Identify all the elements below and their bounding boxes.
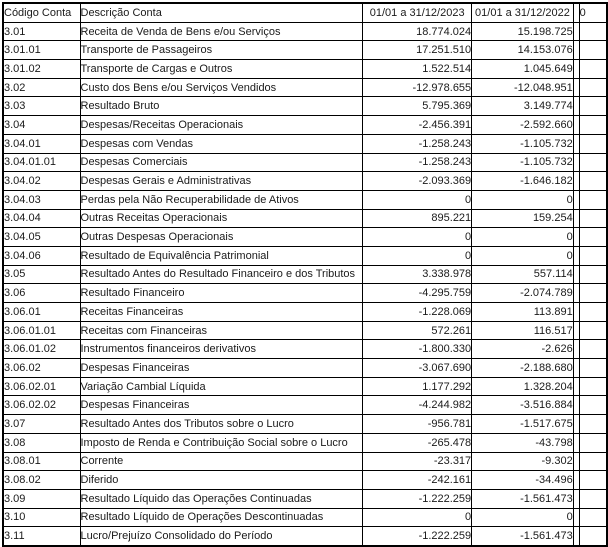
description-cell: Perdas pela Não Recuperabilidade de Ativos [80,190,363,209]
value-2023-cell: 18.774.024 [363,22,472,41]
code-cell: 3.04.02 [3,172,80,191]
value-2022-cell: -1.561.473 [472,489,574,508]
col-header-descricao-conta: Descrição Conta [80,3,363,22]
description-cell: Outras Receitas Operacionais [80,209,363,228]
value-2022-cell: -9.302 [472,452,574,471]
description-cell: Transporte de Cargas e Outros [80,60,363,79]
value-2022-cell: -2.626 [472,340,574,359]
description-cell: Resultado Financeiro [80,284,363,303]
table-row [3,78,607,97]
value-2023-cell: 0 [363,190,472,209]
code-cell: 3.06.02.01 [3,377,80,396]
code-cell: 3.01.01 [3,41,80,60]
value-2022-cell: -1.646.182 [472,172,574,191]
description-cell: Resultado Líquido das Operações Continuadas [80,489,363,508]
clipped-cell [579,303,607,322]
clipped-cell [579,78,607,97]
code-cell: 3.02 [3,78,80,97]
clipped-cell [579,228,607,247]
value-2022-cell: -2.074.789 [472,284,574,303]
clipped-cell [579,60,607,79]
table-row [3,209,607,228]
value-2023-cell: -1.222.259 [363,527,472,546]
clipped-cell [579,527,607,546]
table-row [3,246,607,265]
value-2023-cell: -1.800.330 [363,340,472,359]
table-row [3,452,607,471]
value-2023-cell: -23.317 [363,452,472,471]
value-2023-cell: -1.258.243 [363,134,472,153]
description-cell: Despesas Gerais e Administrativas [80,172,363,191]
code-cell: 3.06.01.02 [3,340,80,359]
clipped-cell [579,396,607,415]
value-2022-cell: 1.328.204 [472,377,574,396]
value-2022-cell: -2.592.660 [472,116,574,135]
value-2023-cell: -242.161 [363,471,472,490]
code-cell: 3.08 [3,433,80,452]
description-cell: Outras Despesas Operacionais [80,228,363,247]
table-row [3,153,607,172]
value-2023-cell: 1.177.292 [363,377,472,396]
clipped-cell [579,377,607,396]
code-cell: 3.09 [3,489,80,508]
code-cell: 3.07 [3,415,80,434]
value-2023-cell: -3.067.690 [363,359,472,378]
value-2022-cell: 0 [472,508,574,527]
value-2023-cell: 572.261 [363,321,472,340]
description-cell: Despesas Comerciais [80,153,363,172]
clipped-cell [579,508,607,527]
table-body [3,22,607,546]
value-2023-cell: -2.093.369 [363,172,472,191]
value-2023-cell: -265.478 [363,433,472,452]
page [0,2,608,547]
table-row [3,340,607,359]
table-row [3,433,607,452]
clipped-cell [579,172,607,191]
value-2022-cell: 14.153.076 [472,41,574,60]
description-cell: Resultado Antes do Resultado Financeiro e dos Tributos [80,265,363,284]
value-2022-cell: 0 [472,246,574,265]
code-cell: 3.01.02 [3,60,80,79]
code-cell: 3.06.02.02 [3,396,80,415]
table-row [3,489,607,508]
table-row [3,471,607,490]
description-cell: Receita de Venda de Bens e/ou Serviços [80,22,363,41]
table-row [3,508,607,527]
value-2022-cell: -43.798 [472,433,574,452]
value-2022-cell: 557.114 [472,265,574,284]
description-cell: Resultado Antes dos Tributos sobre o Lucro [80,415,363,434]
value-2023-cell: -12.978.655 [363,78,472,97]
description-cell: Resultado Líquido de Operações Descontinuadas [80,508,363,527]
value-2022-cell: 113.891 [472,303,574,322]
value-2023-cell: -4.244.982 [363,396,472,415]
description-cell: Lucro/Prejuízo Consolidado do Período [80,527,363,546]
clipped-cell [579,246,607,265]
value-2022-cell: 0 [472,190,574,209]
code-cell: 3.08.01 [3,452,80,471]
code-cell: 3.04.05 [3,228,80,247]
clipped-cell [579,22,607,41]
table-row [3,172,607,191]
value-2023-cell: -1.222.259 [363,489,472,508]
table-row [3,359,607,378]
value-2022-cell: -1.561.473 [472,527,574,546]
table-row [3,97,607,116]
value-2022-cell: 159.254 [472,209,574,228]
table-row [3,396,607,415]
code-cell: 3.11 [3,527,80,546]
description-cell: Transporte de Passageiros [80,41,363,60]
code-cell: 3.05 [3,265,80,284]
value-2022-cell: -12.048.951 [472,78,574,97]
value-2023-cell: -1.258.243 [363,153,472,172]
value-2023-cell: 895.221 [363,209,472,228]
table-row [3,265,607,284]
code-cell: 3.06.01.01 [3,321,80,340]
description-cell: Diferido [80,471,363,490]
table-row [3,134,607,153]
value-2023-cell: 17.251.510 [363,41,472,60]
value-2022-cell: 116.517 [472,321,574,340]
col-header-clipped: 0 [579,3,607,22]
description-cell: Despesas com Vendas [80,134,363,153]
code-cell: 3.06.02 [3,359,80,378]
code-cell: 3.01 [3,22,80,41]
value-2022-cell: 0 [472,228,574,247]
code-cell: 3.04.06 [3,246,80,265]
table-row [3,415,607,434]
value-2022-cell: 1.045.649 [472,60,574,79]
code-cell: 3.04.01 [3,134,80,153]
code-cell: 3.04.01.01 [3,153,80,172]
description-cell: Custo dos Bens e/ou Serviços Vendidos [80,78,363,97]
clipped-cell [579,489,607,508]
value-2023-cell: 5.795.369 [363,97,472,116]
description-cell: Resultado Bruto [80,97,363,116]
description-cell: Despesas/Receitas Operacionais [80,116,363,135]
value-2023-cell: 0 [363,228,472,247]
clipped-cell [579,153,607,172]
col-header-period-2022: 01/01 a 31/12/2022 [472,3,574,22]
header-row [3,3,607,22]
description-cell: Despesas Financeiras [80,359,363,378]
value-2023-cell: 0 [363,508,472,527]
value-2022-cell: -1.105.732 [472,153,574,172]
clipped-cell [579,452,607,471]
description-cell: Receitas Financeiras [80,303,363,322]
value-2023-cell: -1.228.069 [363,303,472,322]
value-2023-cell: -2.456.391 [363,116,472,135]
clipped-cell [579,359,607,378]
description-cell: Corrente [80,452,363,471]
code-cell: 3.04.04 [3,209,80,228]
code-cell: 3.04.03 [3,190,80,209]
clipped-cell [579,265,607,284]
table-row [3,377,607,396]
code-cell: 3.03 [3,97,80,116]
table-row [3,228,607,247]
table-row [3,190,607,209]
table-row [3,321,607,340]
table-row [3,116,607,135]
value-2023-cell: 1.522.514 [363,60,472,79]
clipped-cell [579,321,607,340]
clipped-cell [579,340,607,359]
description-cell: Instrumentos financeiros derivativos [80,340,363,359]
clipped-cell [579,41,607,60]
table-row [3,41,607,60]
value-2022-cell: 3.149.774 [472,97,574,116]
description-cell: Despesas Financeiras [80,396,363,415]
description-cell: Variação Cambial Líquida [80,377,363,396]
table-row [3,527,607,546]
code-cell: 3.04 [3,116,80,135]
table-row [3,60,607,79]
clipped-cell [579,134,607,153]
clipped-cell [579,433,607,452]
income-statement-table [2,2,608,547]
table-row [3,284,607,303]
value-2023-cell: 3.338.978 [363,265,472,284]
value-2022-cell: -34.496 [472,471,574,490]
value-2022-cell: -1.517.675 [472,415,574,434]
value-2022-cell: -3.516.884 [472,396,574,415]
description-cell: Imposto de Renda e Contribuição Social sobre o Lucro [80,433,363,452]
clipped-cell [579,190,607,209]
table-row [3,22,607,41]
value-2023-cell: -4.295.759 [363,284,472,303]
value-2022-cell: -1.105.732 [472,134,574,153]
description-cell: Receitas com Financeiras [80,321,363,340]
code-cell: 3.06 [3,284,80,303]
description-cell: Resultado de Equivalência Patrimonial [80,246,363,265]
code-cell: 3.10 [3,508,80,527]
clipped-cell [579,471,607,490]
clipped-cell [579,116,607,135]
value-2023-cell: 0 [363,246,472,265]
clipped-cell [579,97,607,116]
col-header-codigo-conta: Código Conta [3,3,80,22]
value-2022-cell: 15.198.725 [472,22,574,41]
value-2022-cell: -2.188.680 [472,359,574,378]
clipped-cell [579,284,607,303]
col-header-period-2023: 01/01 a 31/12/2023 [363,3,472,22]
code-cell: 3.06.01 [3,303,80,322]
code-cell: 3.08.02 [3,471,80,490]
clipped-cell [579,415,607,434]
table-row [3,303,607,322]
clipped-cell [579,209,607,228]
value-2023-cell: -956.781 [363,415,472,434]
